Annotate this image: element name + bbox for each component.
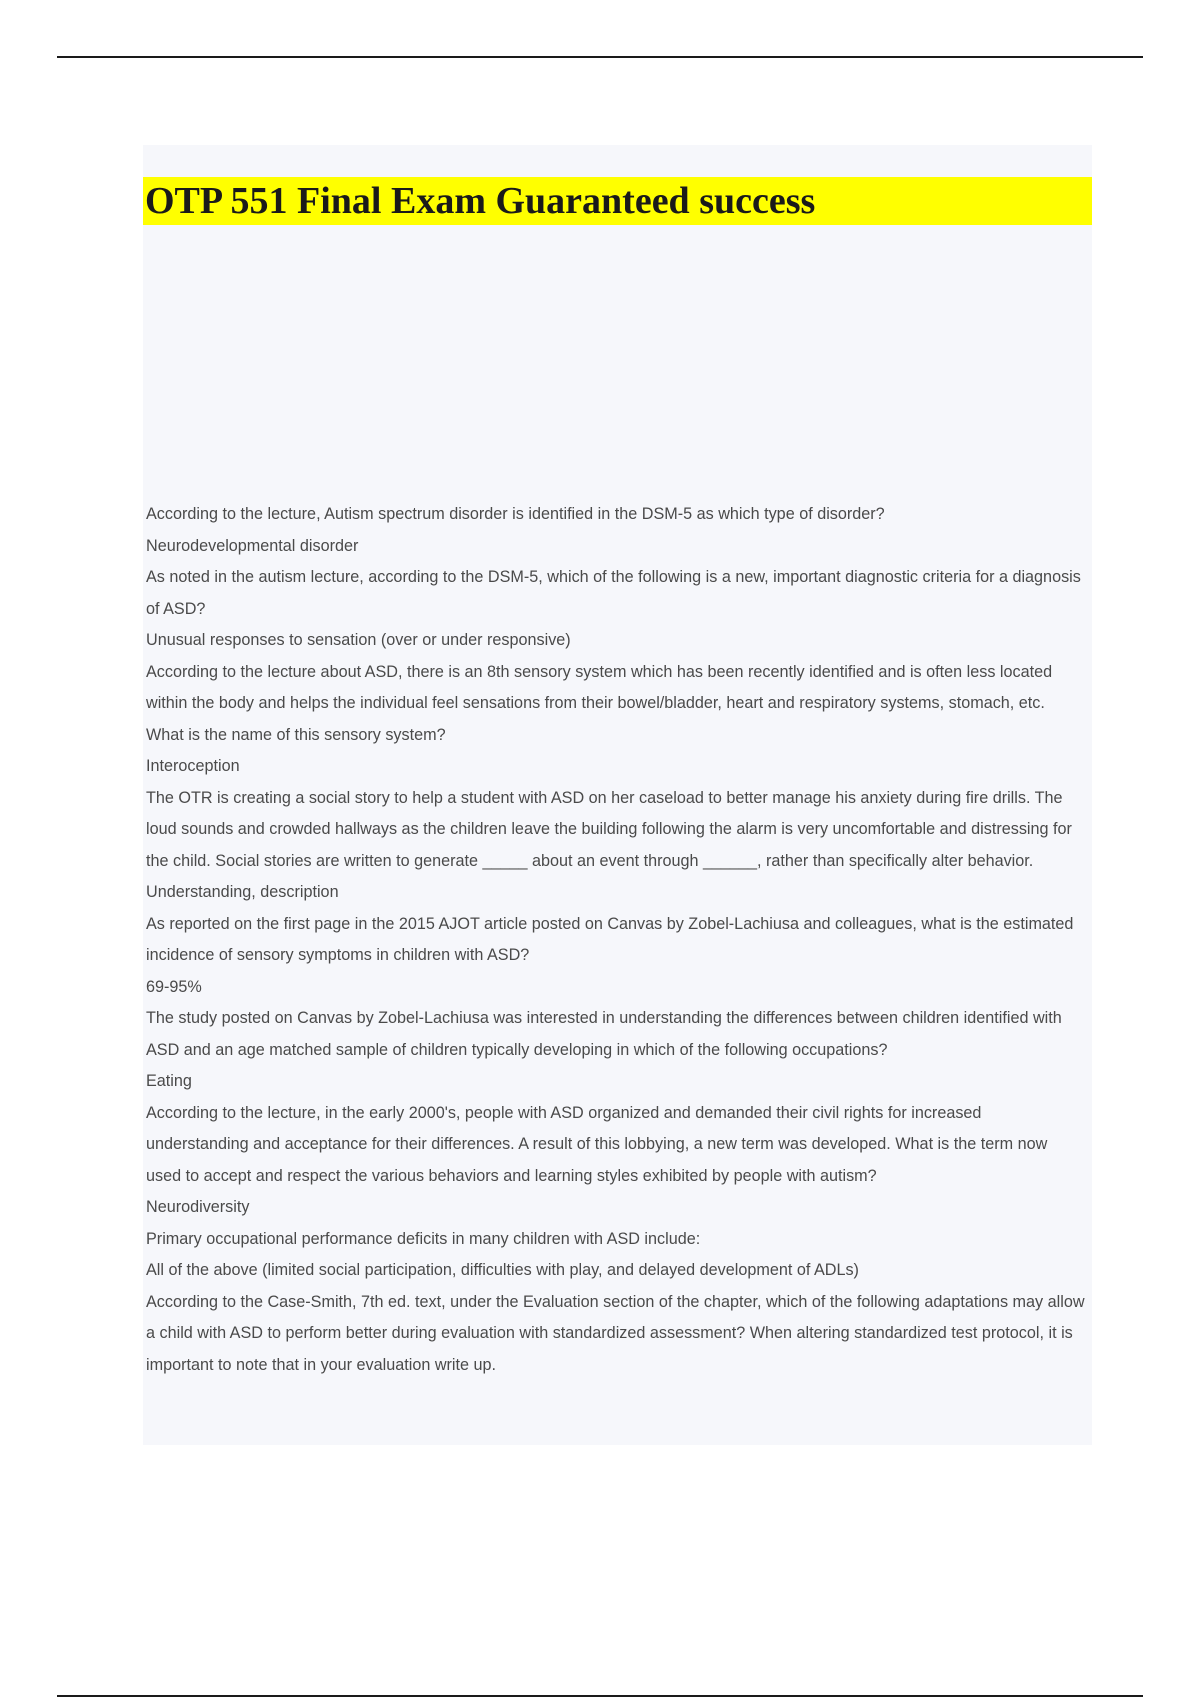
top-page-rule bbox=[57, 56, 1143, 58]
document-title: OTP 551 Final Exam Guaranteed success bbox=[145, 180, 816, 222]
question-text: The OTR is creating a social story to help a student with ASD on her caseload to better manage his anxiety during fire drills. The loud sounds and crowded hallways as the children leave the building following the alarm is very uncomfortable and distressing for the child. Social stories are written to generate _____ about an event through ______, rather than specifically alter behavior. bbox=[146, 788, 1072, 870]
answer-text: Neurodevelopmental disorder bbox=[146, 536, 359, 555]
question-text: According to the lecture, Autism spectrum disorder is identified in the DSM-5 as which type of disorder? bbox=[146, 505, 885, 523]
bottom-page-rule bbox=[57, 1695, 1143, 1697]
answer-text: Interoception bbox=[146, 757, 240, 775]
question-answer-list bbox=[146, 499, 1086, 1381]
question-text: The study posted on Canvas by Zobel-Lachiusa was interested in understanding the differences between children identified with ASD and an age matched sample of children typically developing in which of the following occupations? bbox=[146, 1009, 1062, 1059]
answer-text: Unusual responses to sensation (over or under responsive) bbox=[146, 631, 571, 649]
answer-text: All of the above (limited social participation, difficulties with play, and delayed development of ADLs) bbox=[146, 1261, 859, 1279]
question-text: As reported on the first page in the 2015 AJOT article posted on Canvas by Zobel-Lachiusa and colleagues, what is the estimated incidence of sensory symptoms in children with ASD? bbox=[146, 914, 1074, 964]
title-highlight bbox=[143, 177, 1092, 225]
answer-text: Eating bbox=[146, 1072, 192, 1090]
answer-text: 69-95% bbox=[146, 977, 202, 996]
document-content bbox=[143, 145, 1092, 1445]
question-text: Primary occupational performance deficits in many children with ASD include: bbox=[146, 1229, 701, 1248]
question-text: According to the Case-Smith, 7th ed. text, under the Evaluation section of the chapter, which of the following adaptations may allow a child with ASD to perform better during evaluation with standardized assessment? When altering standardized test protocol, it is important to note that in your evaluation write up. bbox=[146, 1292, 1085, 1374]
question-text: As noted in the autism lecture, according to the DSM-5, which of the following is a new, important diagnostic criteria for a diagnosis of ASD? bbox=[146, 568, 1081, 618]
question-text: According to the lecture, in the early 2000's, people with ASD organized and demanded their civil rights for increased understanding and acceptance for their differences. A result of this lobbying, a new term was developed. What is the term now used to accept and respect the various behaviors and learning styles exhibited by people with autism? bbox=[146, 1103, 1048, 1185]
answer-text: Neurodiversity bbox=[146, 1198, 250, 1216]
question-text: According to the lecture about ASD, there is an 8th sensory system which has been recently identified and is often less located within the body and helps the individual feel sensations from their bowel/bladder, heart and respiratory systems, stomach, etc. What is the name of this sensory system? bbox=[146, 662, 1053, 744]
answer-text: Understanding, description bbox=[146, 883, 339, 901]
